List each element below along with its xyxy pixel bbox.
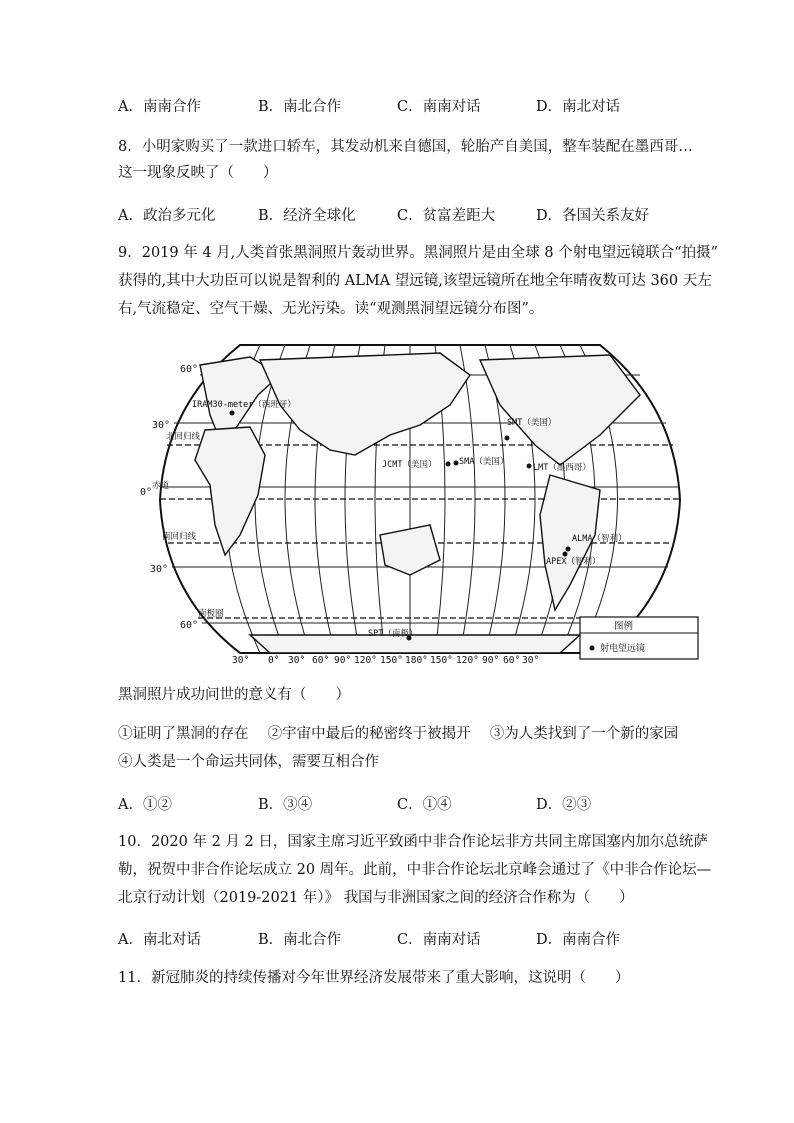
- station-dot: [505, 436, 510, 441]
- q9-statements-line1: ①证明了黑洞的存在 ②宇宙中最后的秘密终于被揭开 ③为人类找到了一个新的家园: [118, 726, 679, 742]
- legend-dot: [590, 646, 595, 651]
- station-dot: [446, 462, 451, 467]
- map-legend: [580, 617, 698, 659]
- q8-option-b: B．经济全球化: [258, 208, 356, 224]
- station-dot: [566, 547, 571, 552]
- q8-option-a: A．政治多元化: [118, 208, 216, 224]
- q8-option-d: D．各国关系友好: [536, 208, 650, 224]
- tropic-of-capricorn-label: 南回归线: [162, 532, 197, 542]
- lon-label: 180°: [405, 655, 428, 665]
- q8-stem-line1: 8．小明家购买了一款进口轿车，其发动机来自德国，轮胎产自美国，整车装配在墨西哥…: [118, 139, 693, 155]
- q10-option-c: C．南南对话: [397, 932, 481, 948]
- lon-label: 60°: [312, 655, 330, 665]
- q9-stem-line3: 右,气流稳定、空气干燥、无光污染。读“观测黑洞望远镜分布图”。: [118, 301, 544, 317]
- lat-label-60n: 60°: [180, 364, 199, 375]
- q10-stem-line2: 勒，祝贺中非合作论坛成立 20 周年。此前，中非合作论坛北京峰会通过了《中非合作论坛—: [118, 862, 712, 878]
- world-telescope-map: [140, 335, 700, 665]
- q10-option-d: D．南南合作: [536, 932, 621, 948]
- station-dot: [527, 464, 532, 469]
- q7-options: [118, 95, 678, 115]
- q9-statements-line2: ④人类是一个命运共同体，需要互相合作: [118, 754, 379, 770]
- station-sma: SMA（美国）: [459, 457, 509, 467]
- q9-question: 黑洞照片成功问世的意义有（ ）: [118, 687, 350, 703]
- station-lmt: LMT（墨西哥）: [533, 463, 591, 473]
- equator-label: 赤道: [152, 481, 170, 491]
- q8-options: [118, 204, 678, 224]
- lon-label: 30°: [522, 655, 540, 665]
- q10-stem-line1: 10．2020 年 2 月 2 日，国家主席习近平致函中非合作论坛非方共同主席国塞内加尔总统萨: [118, 834, 708, 850]
- station-dot: [563, 552, 568, 557]
- q7-option-c: C．南南对话: [397, 99, 481, 115]
- lon-label: 150°: [430, 655, 453, 665]
- q9-option-b: B．③④: [258, 797, 313, 813]
- lon-label: 30°: [232, 655, 250, 665]
- q11-stem-line1: 11．新冠肺炎的持续传播对今年世界经济发展带来了重大影响，这说明（ ）: [118, 970, 630, 986]
- station-iram30: IRAM30-meter（西班牙）: [192, 400, 296, 410]
- lon-label: 150°: [380, 655, 403, 665]
- lat-label-30s: 30°: [150, 564, 169, 575]
- lon-label: 90°: [482, 655, 500, 665]
- q9-option-c: C．①④: [397, 797, 452, 813]
- station-jcmt: JCMT（美国）: [382, 460, 437, 470]
- station-apex: APEX（智利）: [546, 557, 601, 567]
- lat-label-0: 0°: [140, 487, 153, 498]
- q10-option-b: B．南北合作: [258, 932, 342, 948]
- legend-title: 图例: [614, 621, 634, 632]
- q9-option-a: A．①②: [118, 797, 172, 813]
- antarctic-circle-label: 南极圈: [198, 609, 224, 619]
- q7-option-b: B．南北合作: [258, 99, 342, 115]
- station-smt: SMT（美国）: [507, 418, 557, 428]
- q10-options: [118, 928, 678, 948]
- q9-stem-line2: 获得的,其中大功臣可以说是智利的 ALMA 望远镜,该望远镜所在地全年晴夜数可达 360 天左: [118, 273, 712, 289]
- q8-option-c: C．贫富差距大: [397, 208, 496, 224]
- lon-label: 120°: [456, 655, 479, 665]
- lon-label: 90°: [334, 655, 352, 665]
- station-dot: [230, 411, 235, 416]
- station-alma: ALMA（智利）: [572, 534, 627, 544]
- lon-label: 60°: [503, 655, 521, 665]
- q9-stem-line1: 9．2019 年 4 月,人类首张黑洞照片轰动世界。黑洞照片是由全球 8 个射电望远镜联合“拍摄”: [118, 245, 719, 261]
- lat-label-60s: 60°: [180, 620, 199, 631]
- station-spt: SPT（南极）: [368, 629, 418, 639]
- lon-label: 120°: [354, 655, 377, 665]
- legend-item: 射电望远镜: [600, 644, 646, 654]
- lon-label: 0°: [268, 655, 280, 665]
- station-dot: [454, 461, 459, 466]
- q10-option-a: A．南北对话: [118, 932, 201, 948]
- tropic-of-cancer-label: 北回归线: [166, 432, 201, 442]
- q8-stem-line2: 这一现象反映了（ ）: [118, 165, 278, 181]
- lon-label: 30°: [288, 655, 306, 665]
- q9-options: [118, 793, 678, 813]
- q7-option-d: D．南北对话: [536, 99, 621, 115]
- longitude-labels: [232, 655, 539, 665]
- q7-option-a: A．南南合作: [118, 99, 201, 115]
- q10-stem-line3: 北京行动计划（2019-2021 年）》 我国与非洲国家之间的经济合作称为（ ）: [118, 890, 634, 906]
- lat-label-30n: 30°: [152, 420, 171, 431]
- q9-option-d: D．②③: [536, 797, 592, 813]
